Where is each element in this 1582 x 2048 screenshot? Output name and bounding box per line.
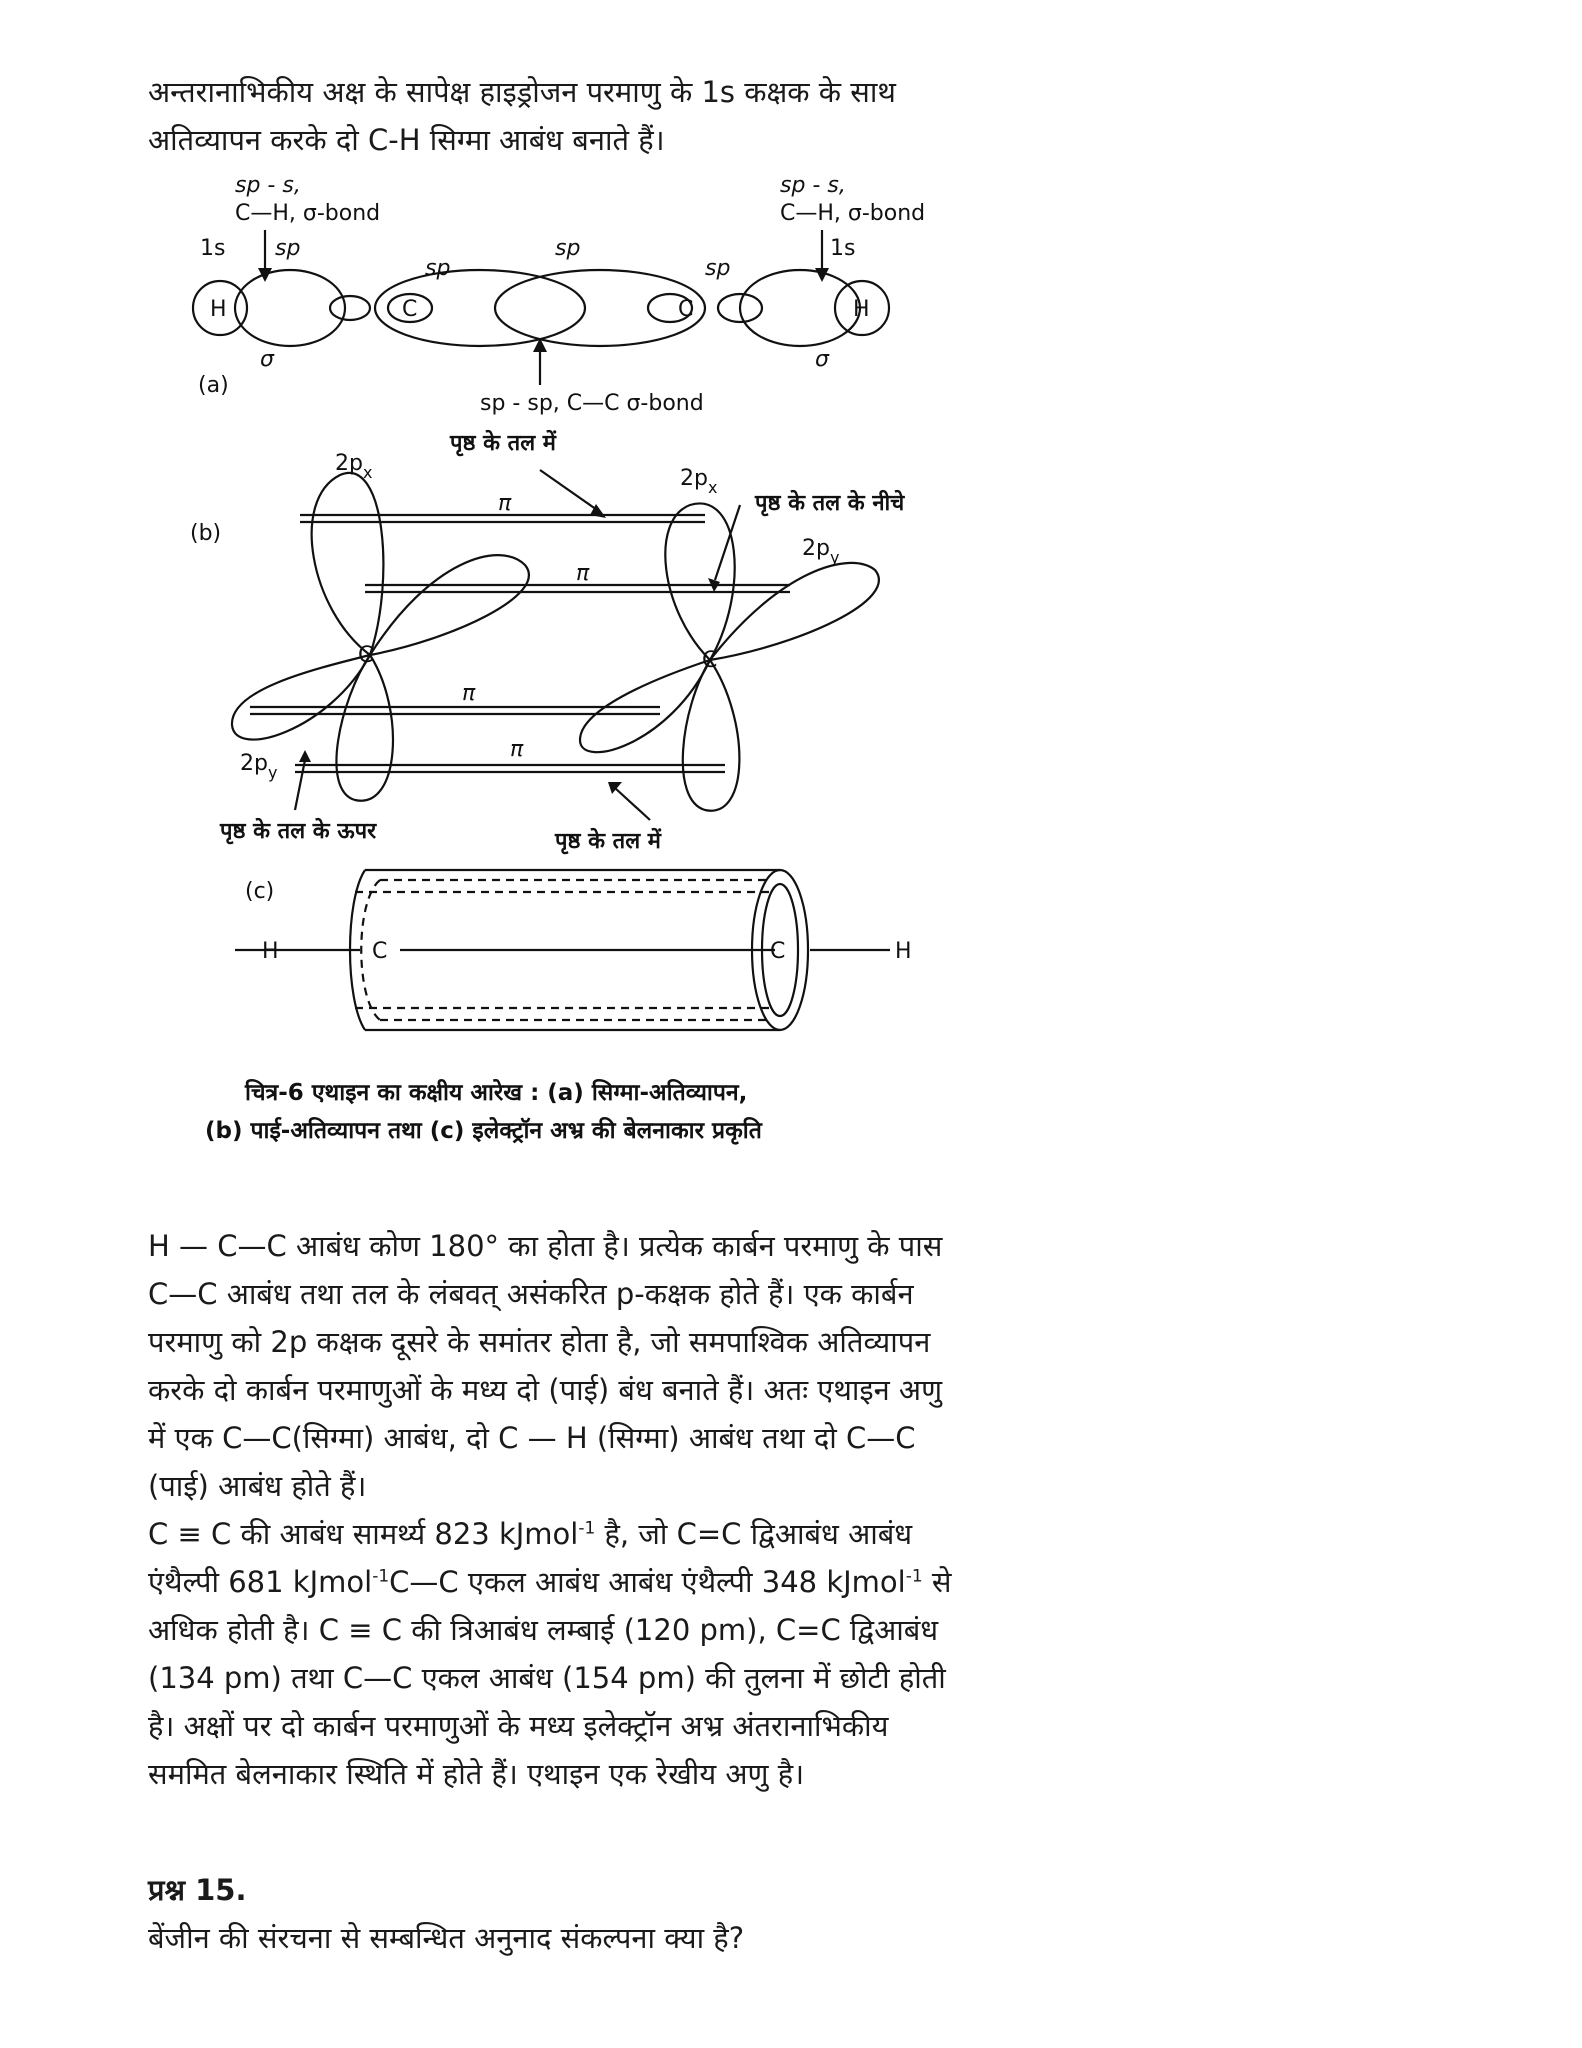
left-bond-label-2: C—H, σ-bond	[235, 201, 381, 226]
panel-b-label: (b)	[190, 521, 222, 546]
pi-label-4: π	[510, 737, 524, 762]
pi-label-1: π	[498, 491, 512, 516]
sp-lobe-left-small	[330, 296, 370, 320]
h-atom-right: H	[853, 297, 870, 322]
2px-lobe-right-down	[683, 660, 740, 811]
question-text: बेंजीन की संरचना से सम्बन्धित अनुनाद संकल्पना क्या है?	[148, 1921, 745, 1955]
panel-a-label: (a)	[198, 373, 229, 398]
sp-lobe-right-big	[740, 270, 860, 346]
sp-label-3: sp	[555, 236, 581, 261]
above-plane-label: पृष्ठ के तल के ऊपर	[220, 819, 377, 844]
h-atom-left: H	[210, 297, 227, 322]
carbon-label-right: C	[702, 648, 718, 673]
intro-line-1: अन्तरानाभिकीय अक्ष के सापेक्ष हाइड्रोजन परमाणु के 1s कक्षक के साथ	[148, 75, 896, 109]
intro-paragraph	[148, 68, 1048, 164]
2py-lobe-left-right	[370, 555, 529, 655]
pi-label-3: π	[462, 681, 476, 706]
arrow-in-plane-top	[540, 470, 600, 512]
body-line-7: C ≡ C की आबंध सामर्थ्य 823 kJmol$^{-1}$ है, जो C=C द्विआबंध आबंध	[148, 1517, 913, 1551]
sp-label-2: sp	[425, 256, 451, 281]
2px-lobe-left-down	[336, 655, 393, 801]
c-atom-c-left: C	[372, 939, 388, 964]
panel-c-label: (c)	[245, 879, 275, 904]
sp-label-1: sp	[275, 236, 301, 261]
2py-label-left: $2p_y$	[240, 751, 278, 782]
right-bond-label-1: sp - s,	[780, 173, 846, 198]
one-s-label-left: 1s	[200, 236, 226, 261]
body-line-4: करके दो कार्बन परमाणुओं के मध्य दो (पाई) बंध बनाते हैं। अतः एथाइन अणु	[148, 1373, 943, 1407]
arrow-above-plane	[295, 760, 305, 810]
arrow-in-plane-bottom	[615, 788, 650, 820]
pi-label-2: π	[576, 561, 590, 586]
in-plane-label-top: पृष्ठ के तल में	[450, 431, 556, 456]
h-atom-c-right: H	[895, 939, 912, 964]
figure-caption-line-2: (b) पाई-अतिव्यापन तथा (c) इलेक्ट्रॉन अभ्र की बेलनाकार प्रकृति	[205, 1118, 762, 1144]
cc-sigma-bond-label: sp - sp, C—C σ-bond	[480, 391, 704, 416]
body-line-3: परमाणु को 2p कक्षक दूसरे के समांतर होता है, जो समपाश्विक अतिव्यापन	[148, 1325, 931, 1359]
arrow-below-plane	[715, 505, 740, 580]
carbon-label-left: C	[358, 643, 374, 668]
sp-lobe-middle-right	[495, 270, 705, 346]
c-atom-left: C	[402, 297, 418, 322]
body-line-2: C—C आबंध तथा तल के लंबवत् असंकरित p-कक्षक होते हैं। एक कार्बन	[148, 1277, 914, 1311]
body-line-8: एंथैल्पी 681 kJmol$^{-1}$C—C एकल आबंध आबंध एंथैल्पी 348 kJmol$^{-1}$ से	[148, 1565, 952, 1599]
c-atom-c-right: C	[770, 939, 786, 964]
body-paragraph	[148, 1222, 1048, 1798]
2px-label-left: $2p_x$	[335, 451, 373, 482]
body-line-10: (134 pm) तथा C—C एकल आबंध (154 pm) की तुलना में छोटी होती	[148, 1661, 946, 1695]
2px-lobe-right-up	[665, 503, 734, 660]
intro-line-2: अतिव्यापन करके दो C-H सिग्मा आबंध बनाते हैं।	[148, 123, 665, 157]
2py-label-right: $2p_y$	[802, 536, 840, 567]
below-plane-label: पृष्ठ के तल के नीचे	[755, 491, 905, 516]
h-atom-c-left: H	[262, 939, 279, 964]
left-bond-label-1: sp - s,	[235, 173, 301, 198]
c-atom-right: C	[678, 297, 694, 322]
2px-lobe-left-up	[312, 473, 384, 655]
body-line-6: (पाई) आबंध होते हैं।	[148, 1469, 367, 1503]
in-plane-label-bottom: पृष्ठ के तल में	[555, 829, 661, 854]
body-line-12: सममित बेलनाकार स्थिति में होते हैं। एथाइन एक रेखीय अणु है।	[148, 1757, 805, 1791]
right-bond-label-2: C—H, σ-bond	[780, 201, 926, 226]
body-line-9: अधिक होती है। C ≡ C की त्रिआबंध लम्बाई (120 pm), C=C द्विआबंध	[148, 1613, 939, 1647]
body-line-5: में एक C—C(सिग्मा) आबंध, दो C — H (सिग्मा) आबंध तथा दो C—C	[148, 1421, 916, 1455]
2px-label-right: $2p_x$	[680, 466, 718, 497]
sigma-left: σ	[260, 347, 274, 372]
sp-lobe-left-big	[235, 270, 345, 346]
body-line-1: H — C—C आबंध कोण 180° का होता है। प्रत्येक कार्बन परमाणु के पास	[148, 1229, 943, 1263]
sigma-right: σ	[815, 347, 829, 372]
figure-caption-line-1: चित्र-6 एथाइन का कक्षीय आरेख : (a) सिग्मा-अतिव्यापन,	[245, 1080, 748, 1106]
sp-label-4: sp	[705, 256, 731, 281]
ethyne-orbital-figure	[180, 170, 1040, 1170]
body-line-11: है। अक्षों पर दो कार्बन परमाणुओं के मध्य इलेक्ट्रॉन अभ्र अंतरानाभिकीय	[148, 1709, 889, 1743]
one-s-label-right: 1s	[830, 236, 856, 261]
question-number: प्रश्न 15.	[148, 1873, 247, 1907]
